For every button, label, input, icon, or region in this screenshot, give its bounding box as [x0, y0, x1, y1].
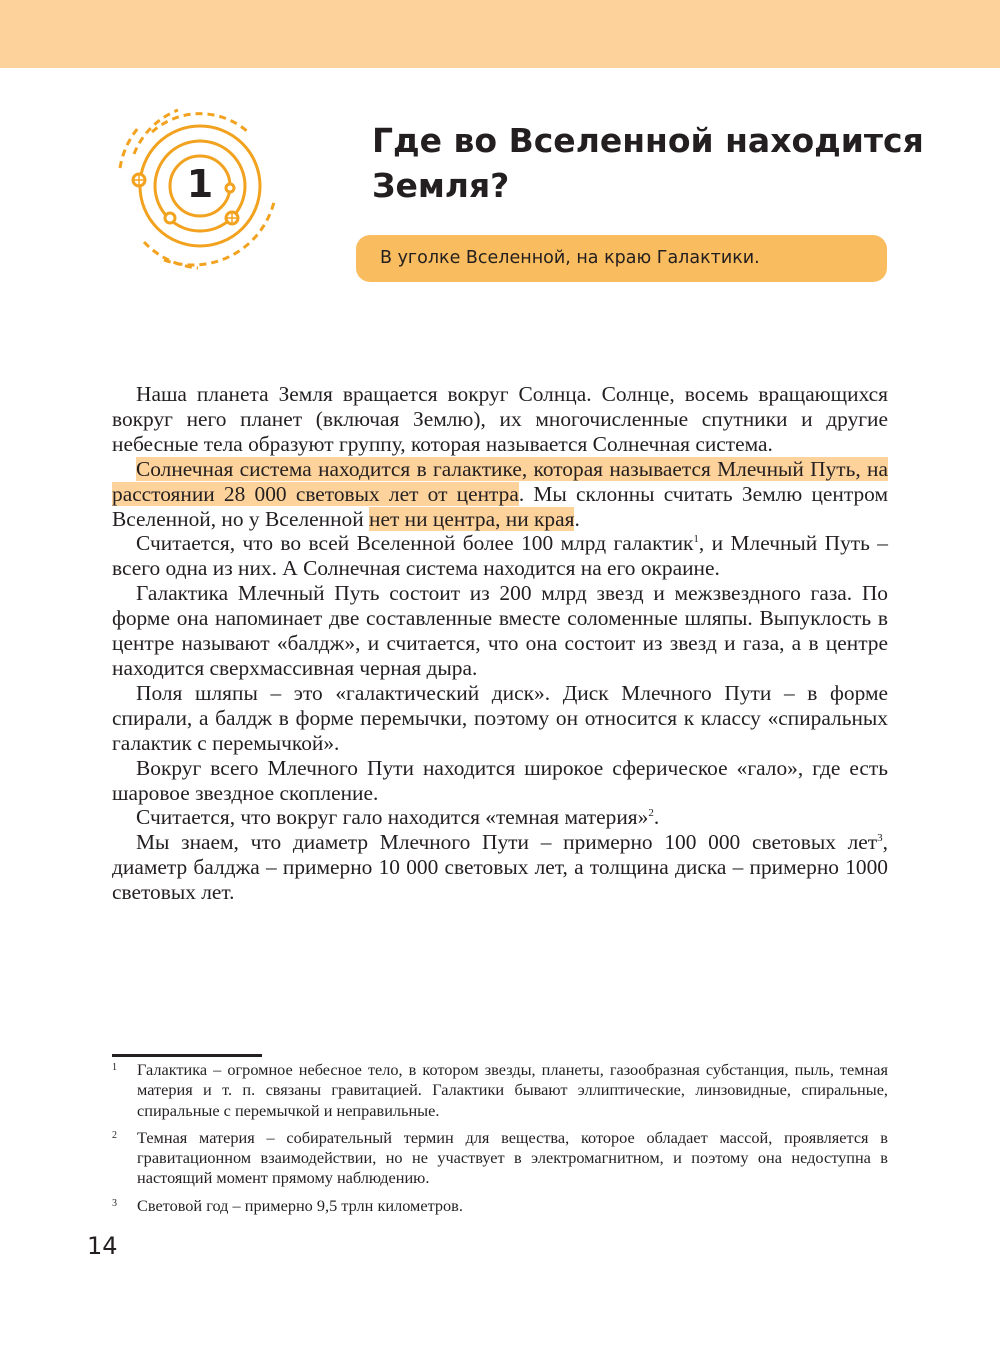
footnote-ref-3[interactable]: 3 — [877, 832, 883, 845]
chapter-number: 1 — [186, 162, 214, 206]
paragraph-7-end: . — [653, 805, 660, 830]
paragraph-2-middle: . Мы склонны считать Землю центром Вселенной, но у Вселенной — [112, 481, 888, 531]
footnote-ref-1[interactable]: 1 — [693, 533, 699, 546]
footnote-2 — [112, 1128, 888, 1189]
paragraph-2-end: . — [574, 506, 580, 531]
title-line-2: Земля? — [372, 166, 510, 205]
footnote-number: 1 — [112, 1062, 117, 1073]
footnote-text: Галактика – огромное небесное тело, в котором звезды, планеты, газообразная субстанция, пыль, темная материя и т. п. связаны гравитацией. Галактики бывают эллиптические, линзовидные, спиральные, спиральные с перемычкой и неправильные. — [137, 1060, 888, 1120]
paragraph-5: Поля шляпы – это «галактический диск». Диск Млечного Пути – в форме спирали, а балдж в форме перемычки, поэтому он относится к классу «спиральных галактик с перемычкой». — [112, 680, 888, 755]
paragraph-4: Галактика Млечный Путь состоит из 200 млрд звезд и межзвездного газа. По форме она напоминает две составленные вместе соломенные шляпы. Выпуклость в центре называют «балдж», и считается, что она состоит из звезд и газа, а в центре находится сверхмассивная черная дыра. — [112, 581, 888, 680]
answer-banner: В уголке Вселенной, на краю Галактики. — [356, 235, 887, 282]
highlight-galaxy-location: Солнечная система находится в галактике, которая называется Млечный Путь, на расстоянии 28 000 световых лет от центра — [112, 456, 888, 506]
page-number: 14 — [87, 1232, 118, 1260]
paragraph-8 — [112, 830, 888, 905]
paragraph-6: Вокруг всего Млечного Пути находится широкое сферическое «гало», где есть шаровое звездное скопление. — [112, 755, 888, 805]
footnote-text: Темная материя – собирательный термин для вещества, которое обладает массой, проявляется в гравитационном взаимодействии, но не участвует в электромагнитном, и поэтому она недоступна в настоящий момент прямому наблюдению. — [137, 1127, 888, 1188]
paragraph-2 — [112, 457, 888, 532]
paragraph-7-start: Считается, что вокруг гало находится «темная материя» — [136, 805, 649, 830]
footnote-number: 2 — [112, 1129, 117, 1141]
footnote-1 — [112, 1060, 888, 1121]
footnote-divider — [112, 1054, 262, 1057]
footnote-3 — [112, 1196, 888, 1216]
paragraph-3-start: Считается, что во всей Вселенной более 100 млрд галактик — [136, 531, 694, 556]
paragraph-7 — [112, 805, 888, 830]
footnote-text: Световой год – примерно 9,5 трлн километров. — [137, 1195, 463, 1215]
title-line-1: Где во Вселенной находится — [372, 121, 924, 160]
paragraph-3 — [112, 531, 888, 581]
paragraph-3-end: , и Млечный Путь – всего одна из них. А Солнечная система находится на его окраине. — [112, 531, 888, 581]
body-text — [112, 382, 888, 905]
paragraph-1: Наша планета Земля вращается вокруг Солнца. Солнце, восемь вращающихся вокруг него планет (включая Землю), их многочисленные спутники и другие небесные тела образуют группу, которая называется Солнечная система. — [112, 382, 888, 456]
top-color-band — [0, 0, 1000, 68]
footnotes — [112, 1060, 888, 1223]
footnote-ref-2[interactable]: 2 — [648, 807, 654, 820]
paragraph-8-start: Мы знаем, что диаметр Млечного Пути – примерно 100 000 световых лет — [136, 830, 878, 855]
highlight-no-center: нет ни центра, ни края — [369, 506, 575, 531]
page-title — [372, 118, 932, 208]
paragraph-8-end: , диаметр балджа – примерно 10 000 световых лет, а толщина диска – примерно 1000 световых лет. — [112, 830, 888, 905]
footnote-number: 3 — [112, 1197, 117, 1209]
